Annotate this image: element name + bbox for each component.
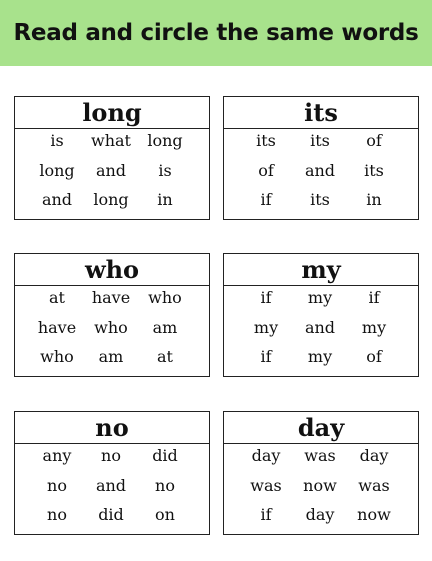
word-grid (224, 286, 418, 376)
word-option[interactable]: in (366, 190, 382, 209)
word-option[interactable]: and (41, 190, 73, 209)
word-option[interactable]: have (37, 318, 77, 337)
word-option[interactable]: no (47, 505, 67, 524)
word-option[interactable]: is (50, 131, 64, 150)
word-option[interactable]: of (366, 131, 382, 150)
word-option[interactable]: my (253, 318, 279, 337)
word-option[interactable]: of (366, 347, 382, 366)
word-option[interactable]: day (359, 446, 389, 465)
word-option[interactable]: if (260, 347, 272, 366)
word-option[interactable]: its (310, 131, 330, 150)
target-word: my (301, 254, 341, 284)
target-word: who (84, 254, 140, 284)
word-option[interactable]: was (358, 476, 390, 495)
word-option[interactable]: am (98, 347, 124, 366)
word-option[interactable]: and (95, 476, 127, 495)
word-option[interactable]: day (305, 505, 335, 524)
target-word: day (297, 412, 345, 442)
page-header (0, 0, 432, 66)
word-option[interactable]: and (95, 161, 127, 180)
word-option[interactable]: day (251, 446, 281, 465)
target-word: no (95, 412, 129, 442)
word-option[interactable]: was (250, 476, 282, 495)
target-word: its (304, 97, 338, 127)
word-option[interactable]: if (260, 288, 272, 307)
word-option[interactable]: what (91, 131, 131, 150)
card-header (224, 97, 418, 129)
word-card-who (14, 253, 210, 377)
word-option[interactable]: now (357, 505, 391, 524)
word-option[interactable]: at (49, 288, 65, 307)
word-option[interactable]: at (157, 347, 173, 366)
word-option[interactable]: who (148, 288, 182, 307)
word-option[interactable]: if (260, 190, 272, 209)
word-option[interactable]: if (368, 288, 380, 307)
word-grid (224, 444, 418, 534)
word-option[interactable]: long (147, 131, 183, 150)
word-option[interactable]: no (101, 446, 121, 465)
word-option[interactable]: and (304, 161, 336, 180)
word-option[interactable]: long (39, 161, 75, 180)
word-option[interactable]: have (91, 288, 131, 307)
page-title: Read and circle the same words (13, 20, 419, 46)
word-option[interactable]: on (155, 505, 175, 524)
word-option[interactable]: was (304, 446, 336, 465)
word-option[interactable]: my (307, 288, 333, 307)
word-option[interactable]: in (157, 190, 173, 209)
word-option[interactable]: my (307, 347, 333, 366)
word-option[interactable]: if (260, 505, 272, 524)
word-grid (15, 286, 209, 376)
word-option[interactable]: long (93, 190, 129, 209)
card-header (15, 97, 209, 129)
card-header (224, 412, 418, 444)
word-option[interactable]: who (94, 318, 128, 337)
word-option[interactable]: its (310, 190, 330, 209)
word-option[interactable]: my (361, 318, 387, 337)
word-option[interactable]: now (303, 476, 337, 495)
word-option[interactable]: am (152, 318, 178, 337)
word-option[interactable]: no (155, 476, 175, 495)
word-option[interactable]: of (258, 161, 274, 180)
word-grid (15, 444, 209, 534)
word-card-its (223, 96, 419, 220)
word-option[interactable]: did (152, 446, 178, 465)
word-grid (224, 129, 418, 219)
word-option[interactable]: any (42, 446, 72, 465)
word-option[interactable]: did (98, 505, 124, 524)
word-option[interactable]: its (364, 161, 384, 180)
word-option[interactable]: who (40, 347, 74, 366)
word-card-no (14, 411, 210, 535)
word-card-long (14, 96, 210, 220)
word-option[interactable]: and (304, 318, 336, 337)
word-card-day (223, 411, 419, 535)
card-header (15, 254, 209, 286)
card-header (224, 254, 418, 286)
word-option[interactable]: its (256, 131, 276, 150)
word-grid (15, 129, 209, 219)
word-card-my (223, 253, 419, 377)
target-word: long (82, 97, 142, 127)
word-option[interactable]: no (47, 476, 67, 495)
card-header (15, 412, 209, 444)
word-option[interactable]: is (158, 161, 172, 180)
